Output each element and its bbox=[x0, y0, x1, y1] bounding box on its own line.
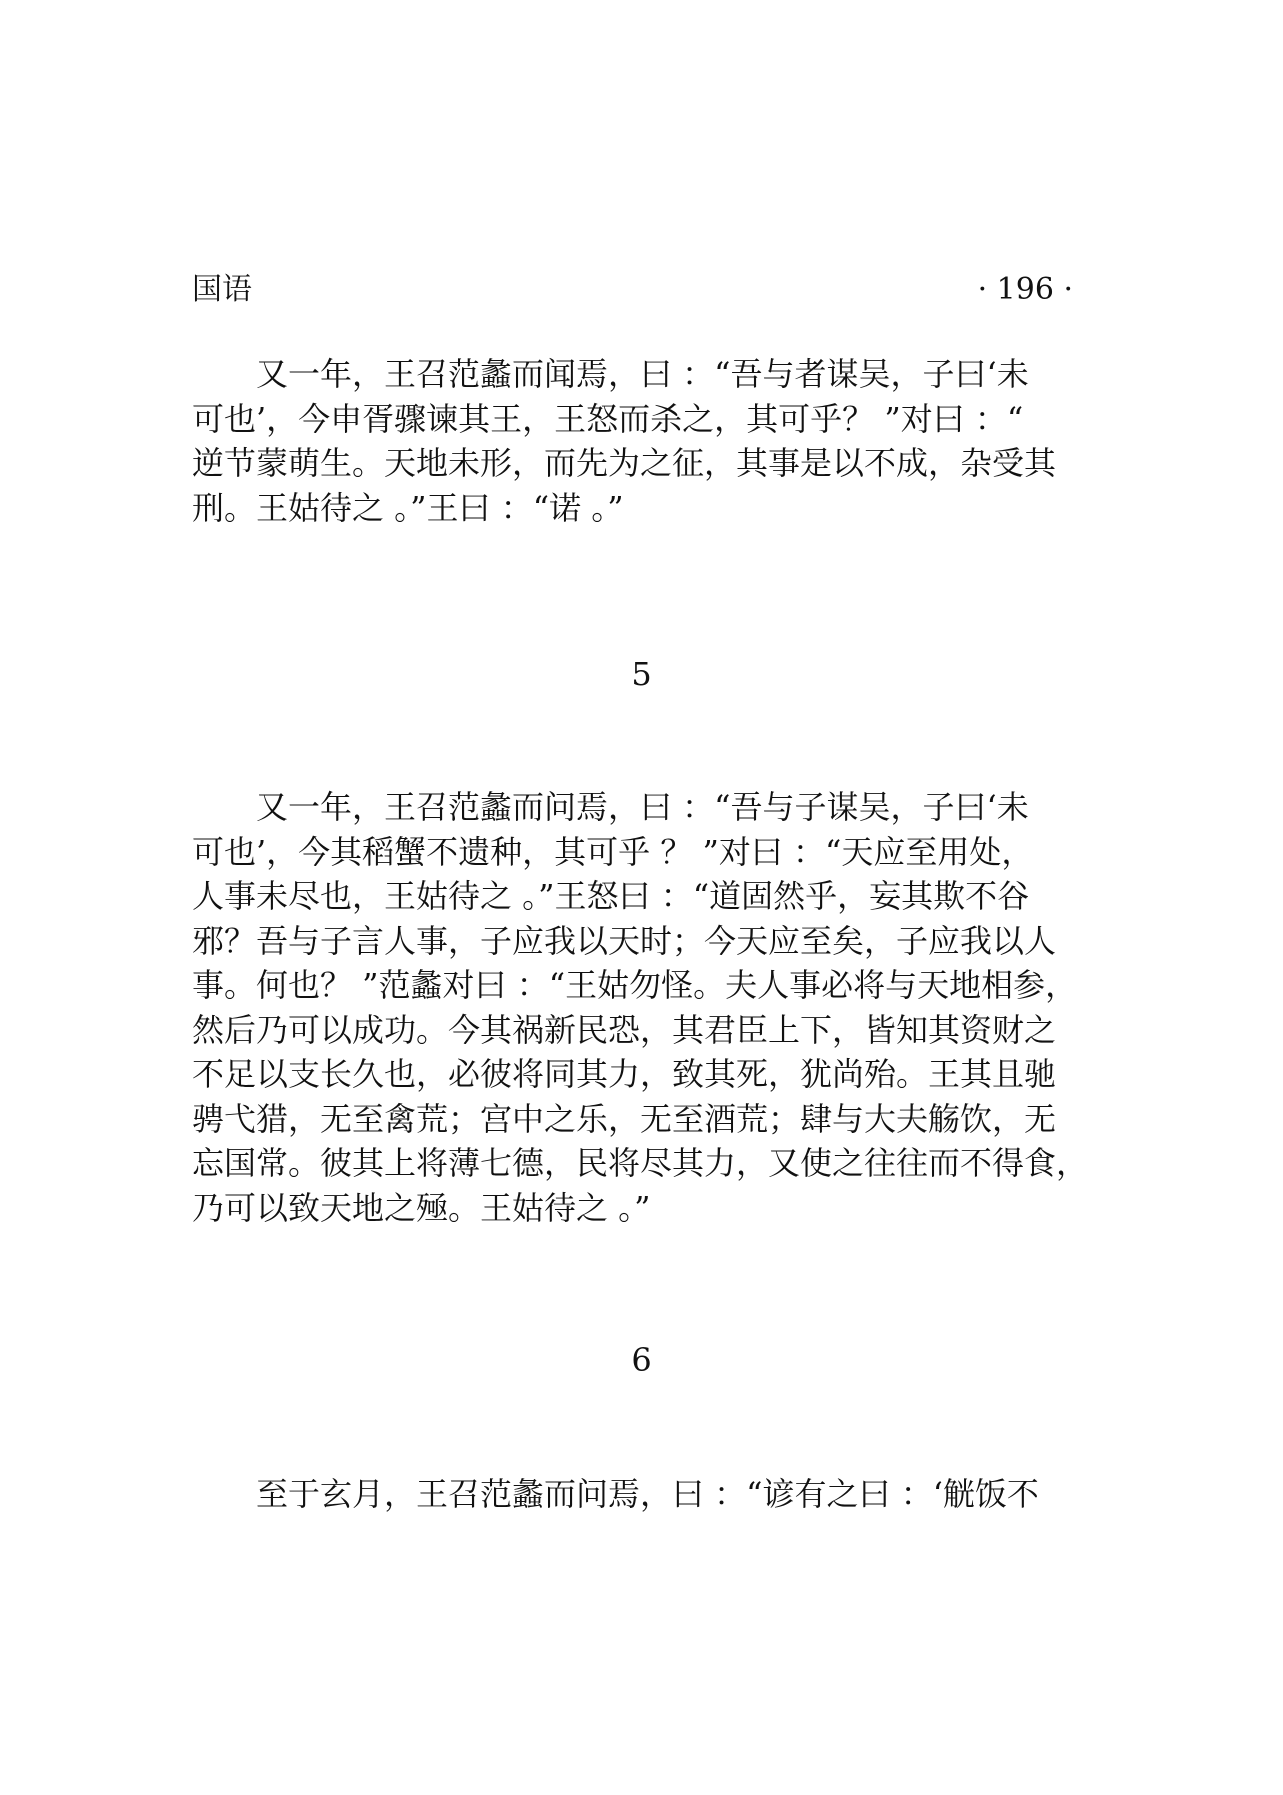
paragraph-line: 人事未尽也，王姑待之 。”王怒曰 ：“道固然乎，妄其欺不谷 bbox=[192, 877, 1030, 915]
paragraph-line: 可也’，今申胥骤谏其王，王怒而杀之，其可乎？ ”对曰 ：“ bbox=[192, 399, 1024, 438]
paragraph-line: 至于玄月，王召范蠡而问焉，曰 ：“谚有之曰 ：‘觥饭不 bbox=[192, 1475, 1039, 1513]
section-number-5: 5 bbox=[631, 655, 652, 693]
paragraph-line: 忘国常。彼其上将薄七德，民将尽其力，又使之往往而不得食， bbox=[192, 1144, 1089, 1182]
book-title: 国语 bbox=[192, 272, 252, 307]
paragraph-3 bbox=[192, 1472, 1092, 1517]
paragraph-line: 可也’，今其稻蟹不遗种，其可乎 ？ ”对曰 ：“天应至用处， bbox=[192, 832, 1034, 871]
paragraph-line: 骋弋猎，无至禽荒；宫中之乐，无至酒荒；肆与大夫觞饮，无 bbox=[192, 1099, 1057, 1138]
page-number: · 196 · bbox=[977, 272, 1073, 307]
section-number-6: 6 bbox=[631, 1341, 652, 1379]
paragraph-line: 不足以支长久也，必彼将同其力，致其死，犹尚殆。王其且驰 bbox=[192, 1055, 1057, 1093]
paragraph-line: 事。何也？ ”范蠡对曰 ：“王姑勿怪。夫人事必将与天地相参， bbox=[192, 966, 1078, 1004]
paragraph-line: 刑。王姑待之 。”王曰 ：“诺 。” bbox=[192, 488, 624, 527]
paragraph-line: 乃可以致天地之殛。王姑待之 。” bbox=[192, 1188, 651, 1227]
paragraph-2 bbox=[192, 785, 1092, 1230]
paragraph-line: 邪？吾与子言人事，子应我以天时；今天应至矣，子应我以人 bbox=[192, 921, 1057, 960]
paragraph-line: 又一年，王召范蠡而问焉，曰 ：“吾与子谋吴，子曰‘未 bbox=[192, 788, 1029, 826]
paragraph-line: 又一年，王召范蠡而闻焉，曰 ：“吾与者谋吴，子曰‘未 bbox=[192, 355, 1029, 393]
paragraph-1 bbox=[192, 352, 1092, 530]
paragraph-line: 逆节蒙萌生。天地未形，而先为之征，其事是以不成，杂受其 bbox=[192, 444, 1057, 482]
paragraph-line: 然后乃可以成功。今其祸新民恐，其君臣上下，皆知其资财之 bbox=[192, 1010, 1057, 1049]
